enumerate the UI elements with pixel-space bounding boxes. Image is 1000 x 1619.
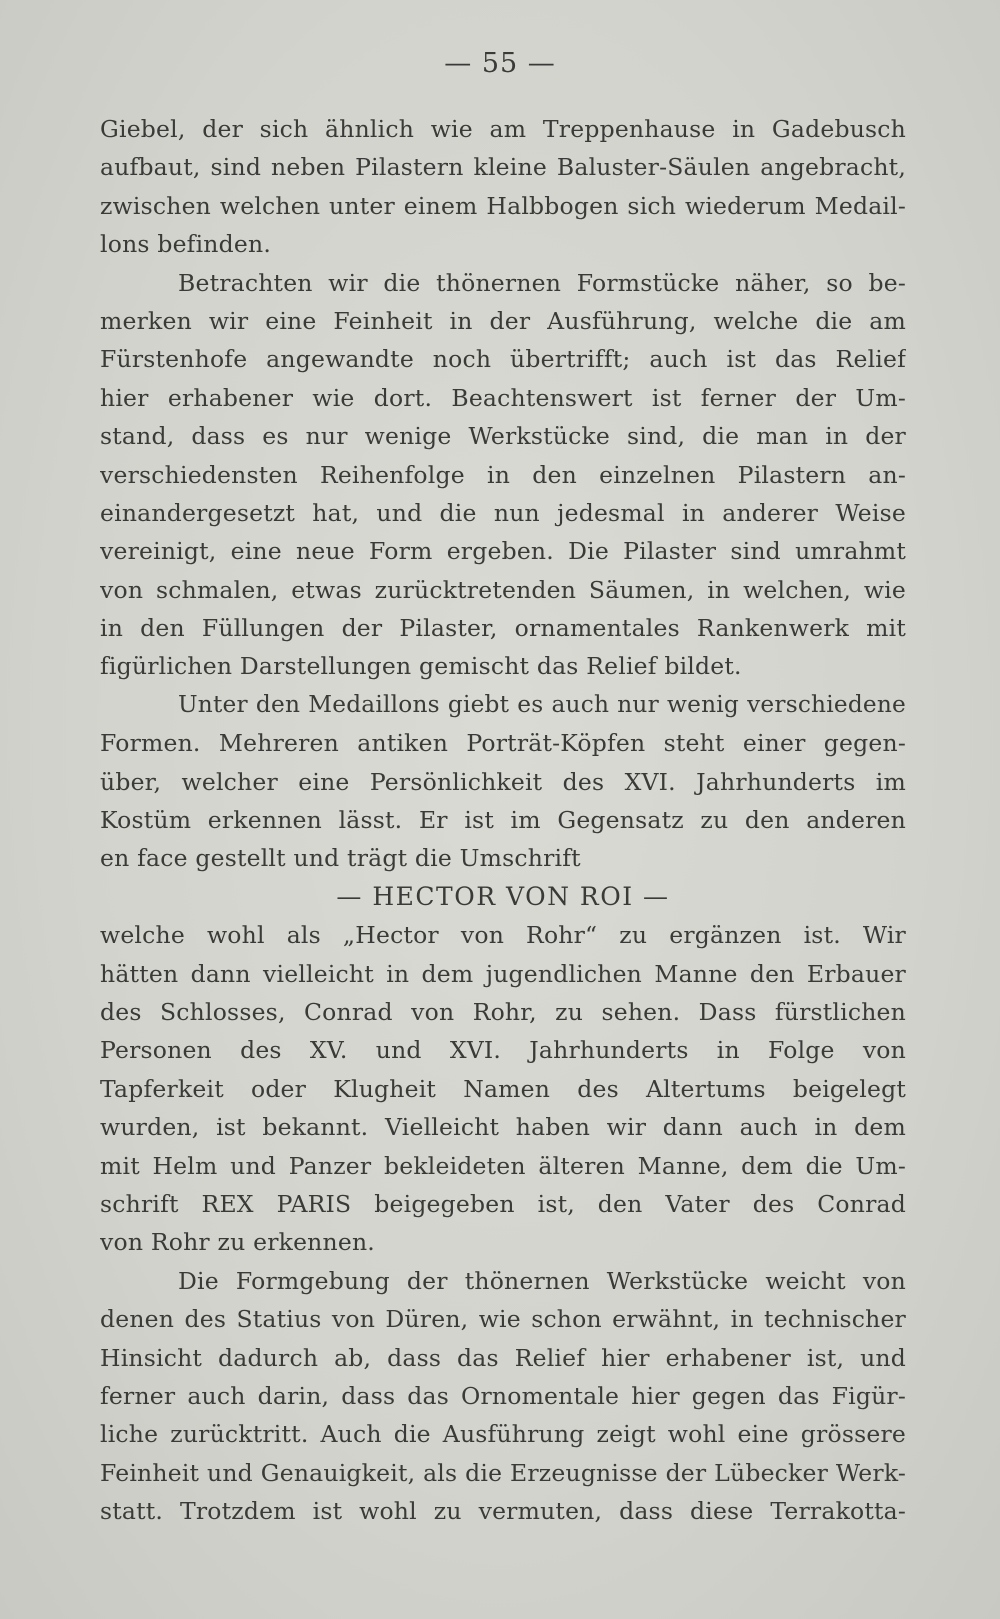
text-line: statt. Trotzdem ist wohl zu vermuten, dass diese Terrakotta-	[100, 1497, 906, 1526]
text-line: lons befinden.	[100, 230, 271, 259]
text-line: vereinigt, eine neue Form ergeben. Die Pilaster sind umrahmt	[100, 537, 906, 566]
text-line: in den Füllungen der Pilaster, ornamentales Rankenwerk mit	[100, 614, 906, 643]
text-line: hätten dann vielleicht in dem jugendlichen Manne den Erbauer	[100, 959, 906, 988]
text-line: schrift REX PARIS beigegeben ist, den Vater des Conrad	[100, 1189, 906, 1218]
text-line: stand, dass es nur wenige Werkstücke sind, die man in der	[100, 422, 906, 451]
text-line: von schmalen, etwas zurücktretenden Säumen, in welchen, wie	[100, 575, 906, 604]
body-text	[100, 110, 906, 1530]
text-line: über, welcher eine Persönlichkeit des XVI. Jahrhunderts im	[100, 767, 906, 796]
text-line: Formen. Mehreren antiken Porträt-Köpfen steht einer gegen-	[100, 729, 906, 758]
text-line: Tapferkeit oder Klugheit Namen des Altertums beigelegt	[100, 1074, 906, 1103]
text-line: verschiedensten Reihenfolge in den einzelnen Pilastern an-	[100, 460, 906, 489]
text-line: Giebel, der sich ähnlich wie am Treppenhause in Gadebusch	[100, 115, 906, 143]
text-line: von Rohr zu erkennen.	[100, 1228, 375, 1257]
page-number: — 55 —	[444, 48, 556, 79]
text-line: liche zurücktritt. Auch die Ausführung zeigt wohl eine grössere	[100, 1420, 906, 1449]
text-line: figürlichen Darstellungen gemischt das Relief bildet.	[100, 652, 742, 681]
text-line: Hinsicht dadurch ab, dass das Relief hier erhabener ist, und	[100, 1343, 906, 1372]
text-line: mit Helm und Panzer bekleideten älteren Manne, dem die Um-	[100, 1151, 906, 1180]
text-line: Die Formgebung der thönernen Werkstücke weicht von	[178, 1266, 906, 1295]
text-line: en face gestellt und trägt die Umschrift	[100, 844, 581, 873]
text-line: Kostüm erkennen lässt. Er ist im Gegensatz zu den anderen	[100, 806, 906, 835]
text-line: Unter den Medaillons giebt es auch nur wenig verschiedene	[178, 690, 906, 718]
text-line: Feinheit und Genauigkeit, als die Erzeugnisse der Lübecker Werk-	[100, 1458, 906, 1487]
text-line: Fürstenhofe angewandte noch übertrifft; auch ist das Relief	[100, 345, 906, 374]
text-line: welche wohl als „Hector von Rohr“ zu ergänzen ist. Wir	[100, 921, 906, 950]
text-line: aufbaut, sind neben Pilastern kleine Baluster-Säulen angebracht,	[100, 153, 906, 182]
text-line: Personen des XV. und XVI. Jahrhunderts in Folge von	[100, 1036, 906, 1065]
text-line: hier erhabener wie dort. Beachtenswert ist ferner der Um-	[100, 383, 906, 412]
text-line: zwischen welchen unter einem Halbbogen sich wiederum Medail-	[100, 191, 906, 220]
text-line: des Schlosses, Conrad von Rohr, zu sehen. Dass fürstlichen	[100, 997, 906, 1026]
text-line: wurden, ist bekannt. Vielleicht haben wir dann auch in dem	[100, 1113, 906, 1142]
text-line: einandergesetzt hat, und die nun jedesmal in anderer Weise	[100, 498, 906, 527]
text-line: Betrachten wir die thönernen Formstücke näher, so be-	[178, 268, 906, 297]
text-line: merken wir eine Feinheit in der Ausführung, welche die am	[100, 306, 906, 335]
text-line: denen des Statius von Düren, wie schon erwähnt, in technischer	[100, 1305, 906, 1334]
inscription-line: — HECTOR VON ROI —	[336, 881, 670, 911]
text-line: ferner auch darin, dass das Ornomentale hier gegen das Figür-	[100, 1381, 906, 1410]
